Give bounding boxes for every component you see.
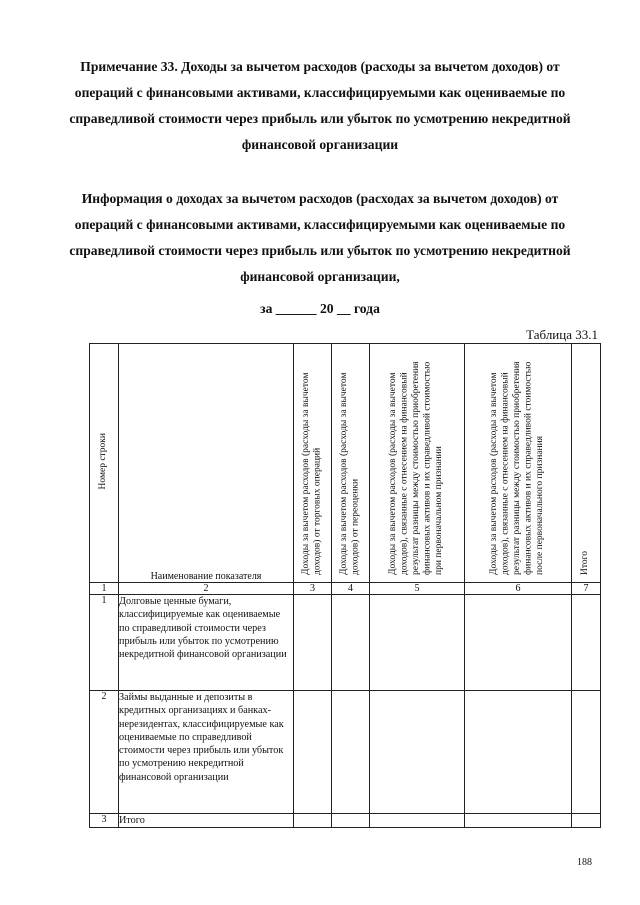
row-number: 2	[90, 691, 119, 814]
header-total: Итого	[572, 344, 601, 583]
value-cell	[572, 814, 601, 828]
table-row	[90, 595, 601, 691]
row-indicator-name: Итого	[119, 814, 294, 828]
header-revaluation-income: Доходы за вычетом расходов (расходы за вычетом доходов) от переоценки	[332, 344, 370, 583]
row-indicator-name: Долговые ценные бумаги, классифицируемые как оцениваемые по справедливой стоимости через прибыль или убыток по усмотрению некредитной финансовой организации	[119, 595, 294, 691]
column-number: 3	[294, 583, 332, 595]
table-header-row	[90, 344, 601, 583]
row-indicator-name: Займы выданные и депозиты в кредитных организациях и банках-нерезидентах, классифицируемые как оцениваемые по справедливой стоимости через прибыль или убыток по усмотрению некредитной финансовой организации	[119, 691, 294, 814]
header-initial-recognition-income: Доходы за вычетом расходов (расходы за вычетом доходов), связанные с отнесением на финансовый результат разницы между стоимостью приобретения финансовых активов и их справедливой стоимостью при первоначальном признании	[370, 344, 465, 583]
value-cell	[370, 595, 465, 691]
value-cell	[465, 595, 572, 691]
value-cell	[370, 691, 465, 814]
value-cell	[294, 691, 332, 814]
reporting-period-line: за ______ 20 __ года	[260, 301, 380, 316]
value-cell	[332, 595, 370, 691]
value-cell	[370, 814, 465, 828]
column-number: 7	[572, 583, 601, 595]
column-number: 2	[119, 583, 294, 595]
value-cell	[294, 595, 332, 691]
value-cell	[572, 595, 601, 691]
column-number: 4	[332, 583, 370, 595]
header-row-number: Номер строки	[90, 344, 119, 583]
table-row-total	[90, 814, 601, 828]
row-number: 1	[90, 595, 119, 691]
page-number: 188	[577, 857, 592, 868]
value-cell	[332, 691, 370, 814]
row-number: 3	[90, 814, 119, 828]
column-number: 1	[90, 583, 119, 595]
header-after-recognition-income: Доходы за вычетом расходов (расходы за вычетом доходов), связанные с отнесением на финансовый результат разницы между стоимостью приобретения финансовых активов и их справедливой стоимостью после первоначального признания	[465, 344, 572, 583]
table-caption: Таблица 33.1	[526, 327, 598, 342]
value-cell	[572, 691, 601, 814]
value-cell	[465, 691, 572, 814]
value-cell	[294, 814, 332, 828]
value-cell	[465, 814, 572, 828]
header-indicator-name: Наименование показателя	[119, 344, 294, 583]
table-info-title: Информация о доходах за вычетом расходов (расходах за вычетом доходов) от операций с финансовыми активами, классифицируемыми как оцениваемые по справедливой стоимости через прибыль или убыток по усмотрению некредитной финансовой организации,	[69, 191, 571, 284]
value-cell	[332, 814, 370, 828]
column-number: 6	[465, 583, 572, 595]
column-number: 5	[370, 583, 465, 595]
income-table	[89, 343, 601, 828]
note-title: Примечание 33. Доходы за вычетом расходов (расходы за вычетом доходов) от операций с финансовыми активами, классифицируемыми как оцениваемые по справедливой стоимости через прибыль или убыток по усмотрению некредитной финансовой организации	[69, 59, 571, 152]
table-row	[90, 691, 601, 814]
header-trading-income: Доходы за вычетом расходов (расходы за вычетом доходов) от торговых операций	[294, 344, 332, 583]
column-number-row	[90, 583, 601, 595]
